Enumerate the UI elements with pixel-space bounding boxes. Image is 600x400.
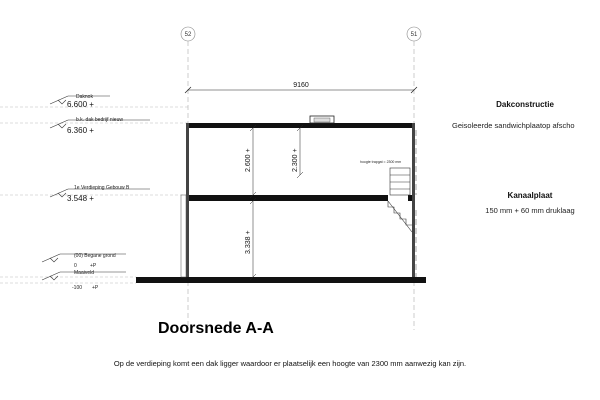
wall-left-cladding bbox=[181, 195, 186, 277]
level-marker-verdieping bbox=[50, 185, 150, 203]
drawing-caption: Op de verdieping komt een dak ligger waardoor er plaatselijk een hoogte van 2300 mm aanwezig kan zijn. bbox=[113, 359, 467, 368]
level-value: 6.360 + bbox=[67, 126, 94, 135]
stair-note: hoogte trapgat = 2300 mm bbox=[360, 160, 402, 164]
grid-label-left: 52 bbox=[184, 32, 192, 38]
note-heading: Kanaalplaat bbox=[507, 191, 553, 200]
wall-left bbox=[186, 123, 189, 277]
floor-slab bbox=[188, 195, 388, 201]
level-suffix: +P bbox=[92, 285, 99, 291]
notes bbox=[452, 100, 575, 215]
dim-lower: 3.338 + bbox=[245, 230, 252, 254]
level-label: 1e Verdieping Gebouw B bbox=[74, 185, 130, 191]
note-heading: Dakconstructie bbox=[496, 100, 554, 109]
grid-lines bbox=[181, 27, 421, 330]
note-body: Geisoleerde sandwichplaatop afscho bbox=[452, 121, 575, 130]
overall-dimension bbox=[185, 82, 417, 93]
dim-upper-right: 2.300 + bbox=[292, 148, 299, 172]
note-body: 150 mm + 60 mm druklaag bbox=[485, 206, 575, 215]
grid-label-right: 51 bbox=[410, 32, 418, 38]
level-value: 3.548 + bbox=[67, 194, 94, 203]
drawing-title: Doorsnede A-A bbox=[158, 320, 274, 337]
level-value: 0 bbox=[74, 263, 77, 269]
level-label: b.k. dak bedrijf nieuw bbox=[76, 117, 123, 123]
ground-slab bbox=[136, 277, 426, 283]
level-marker-begane-grond bbox=[42, 253, 126, 269]
building-section bbox=[136, 116, 426, 283]
interior-dimensions bbox=[250, 125, 303, 280]
level-value: -100 bbox=[72, 285, 83, 291]
level-suffix: +P bbox=[90, 263, 97, 269]
overall-dimension-text: 9160 bbox=[293, 82, 309, 89]
level-marker-dak bbox=[50, 117, 150, 135]
level-value: 6.600 + bbox=[67, 100, 94, 109]
level-label: (00) Begane grond bbox=[74, 253, 116, 259]
level-label: Daknok bbox=[76, 94, 93, 100]
level-marker-maaiveld bbox=[42, 270, 126, 291]
wall-right bbox=[412, 123, 415, 277]
dim-upper-left: 2.600 + bbox=[245, 148, 252, 172]
level-label: Maaiveld bbox=[74, 270, 95, 276]
level-marker-daknok bbox=[50, 94, 110, 109]
